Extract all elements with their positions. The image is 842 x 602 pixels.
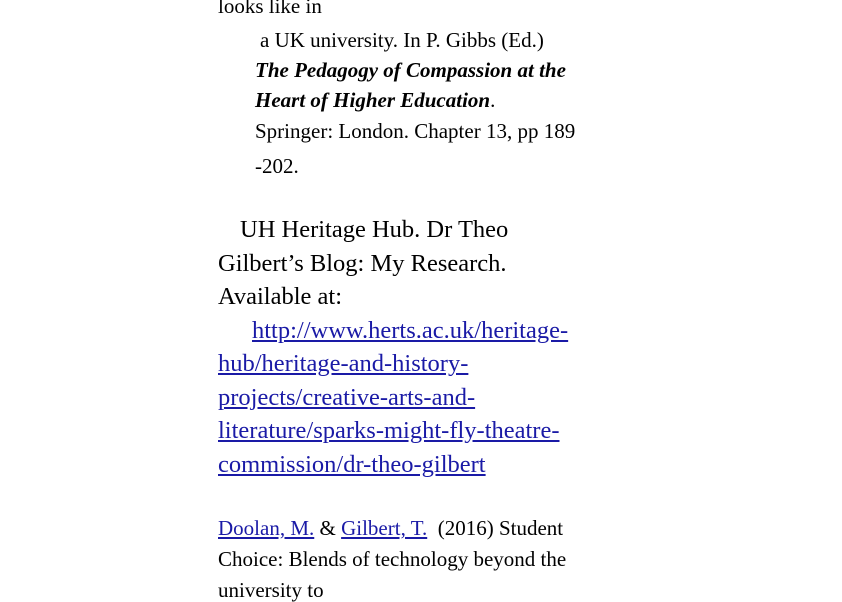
entry2-line1: UH Heritage Hub. Dr Theo bbox=[240, 216, 509, 243]
heritage-hub-url-line3[interactable] bbox=[218, 386, 475, 411]
entry2-line2: Gilbert’s Blog: My Research. bbox=[218, 250, 507, 277]
entry1-book-title-line2 bbox=[255, 90, 495, 111]
heritage-hub-link-part3[interactable]: projects/creative-arts-and- bbox=[218, 384, 476, 411]
entry1-book-title-text: Heart of Higher Education bbox=[255, 88, 491, 112]
entry1-book-title-line1: The Pedagogy of Compassion at the bbox=[255, 58, 566, 82]
entry2-line3: Available at: bbox=[218, 283, 343, 310]
heritage-hub-link-part4[interactable]: literature/sparks-might-fly-theatre- bbox=[218, 417, 560, 444]
entry1-line6: -202. bbox=[255, 154, 299, 178]
entry1-line2: a UK university. In P. Gibbs (Ed.) bbox=[260, 28, 544, 52]
author-link-doolan[interactable]: Doolan, M. bbox=[218, 516, 315, 540]
heritage-hub-url-line2[interactable] bbox=[218, 352, 468, 377]
entry1-title-period: . bbox=[490, 88, 496, 112]
heritage-hub-link-part1[interactable]: http://www.herts.ac.uk/heritage- bbox=[252, 317, 569, 344]
heritage-hub-link-part5[interactable]: commission/dr-theo-gilbert bbox=[218, 451, 486, 478]
heritage-hub-url-line4[interactable] bbox=[218, 419, 560, 444]
entry1-line5: Springer: London. Chapter 13, pp 189 bbox=[255, 119, 576, 143]
author-link-gilbert[interactable]: Gilbert, T. bbox=[341, 516, 428, 540]
heritage-hub-link-part2[interactable]: hub/heritage-and-history- bbox=[218, 350, 469, 377]
entry1-line1: looks like in bbox=[218, 0, 322, 18]
heritage-hub-url-line1[interactable] bbox=[252, 319, 568, 344]
entry3-line1 bbox=[218, 518, 563, 539]
entry3-year-title: (2016) Student bbox=[427, 516, 564, 540]
entry3-line3: university to bbox=[218, 578, 324, 602]
ampersand: & bbox=[314, 516, 342, 540]
heritage-hub-url-line5[interactable] bbox=[218, 453, 486, 478]
entry3-line2: Choice: Blends of technology beyond the bbox=[218, 547, 567, 571]
